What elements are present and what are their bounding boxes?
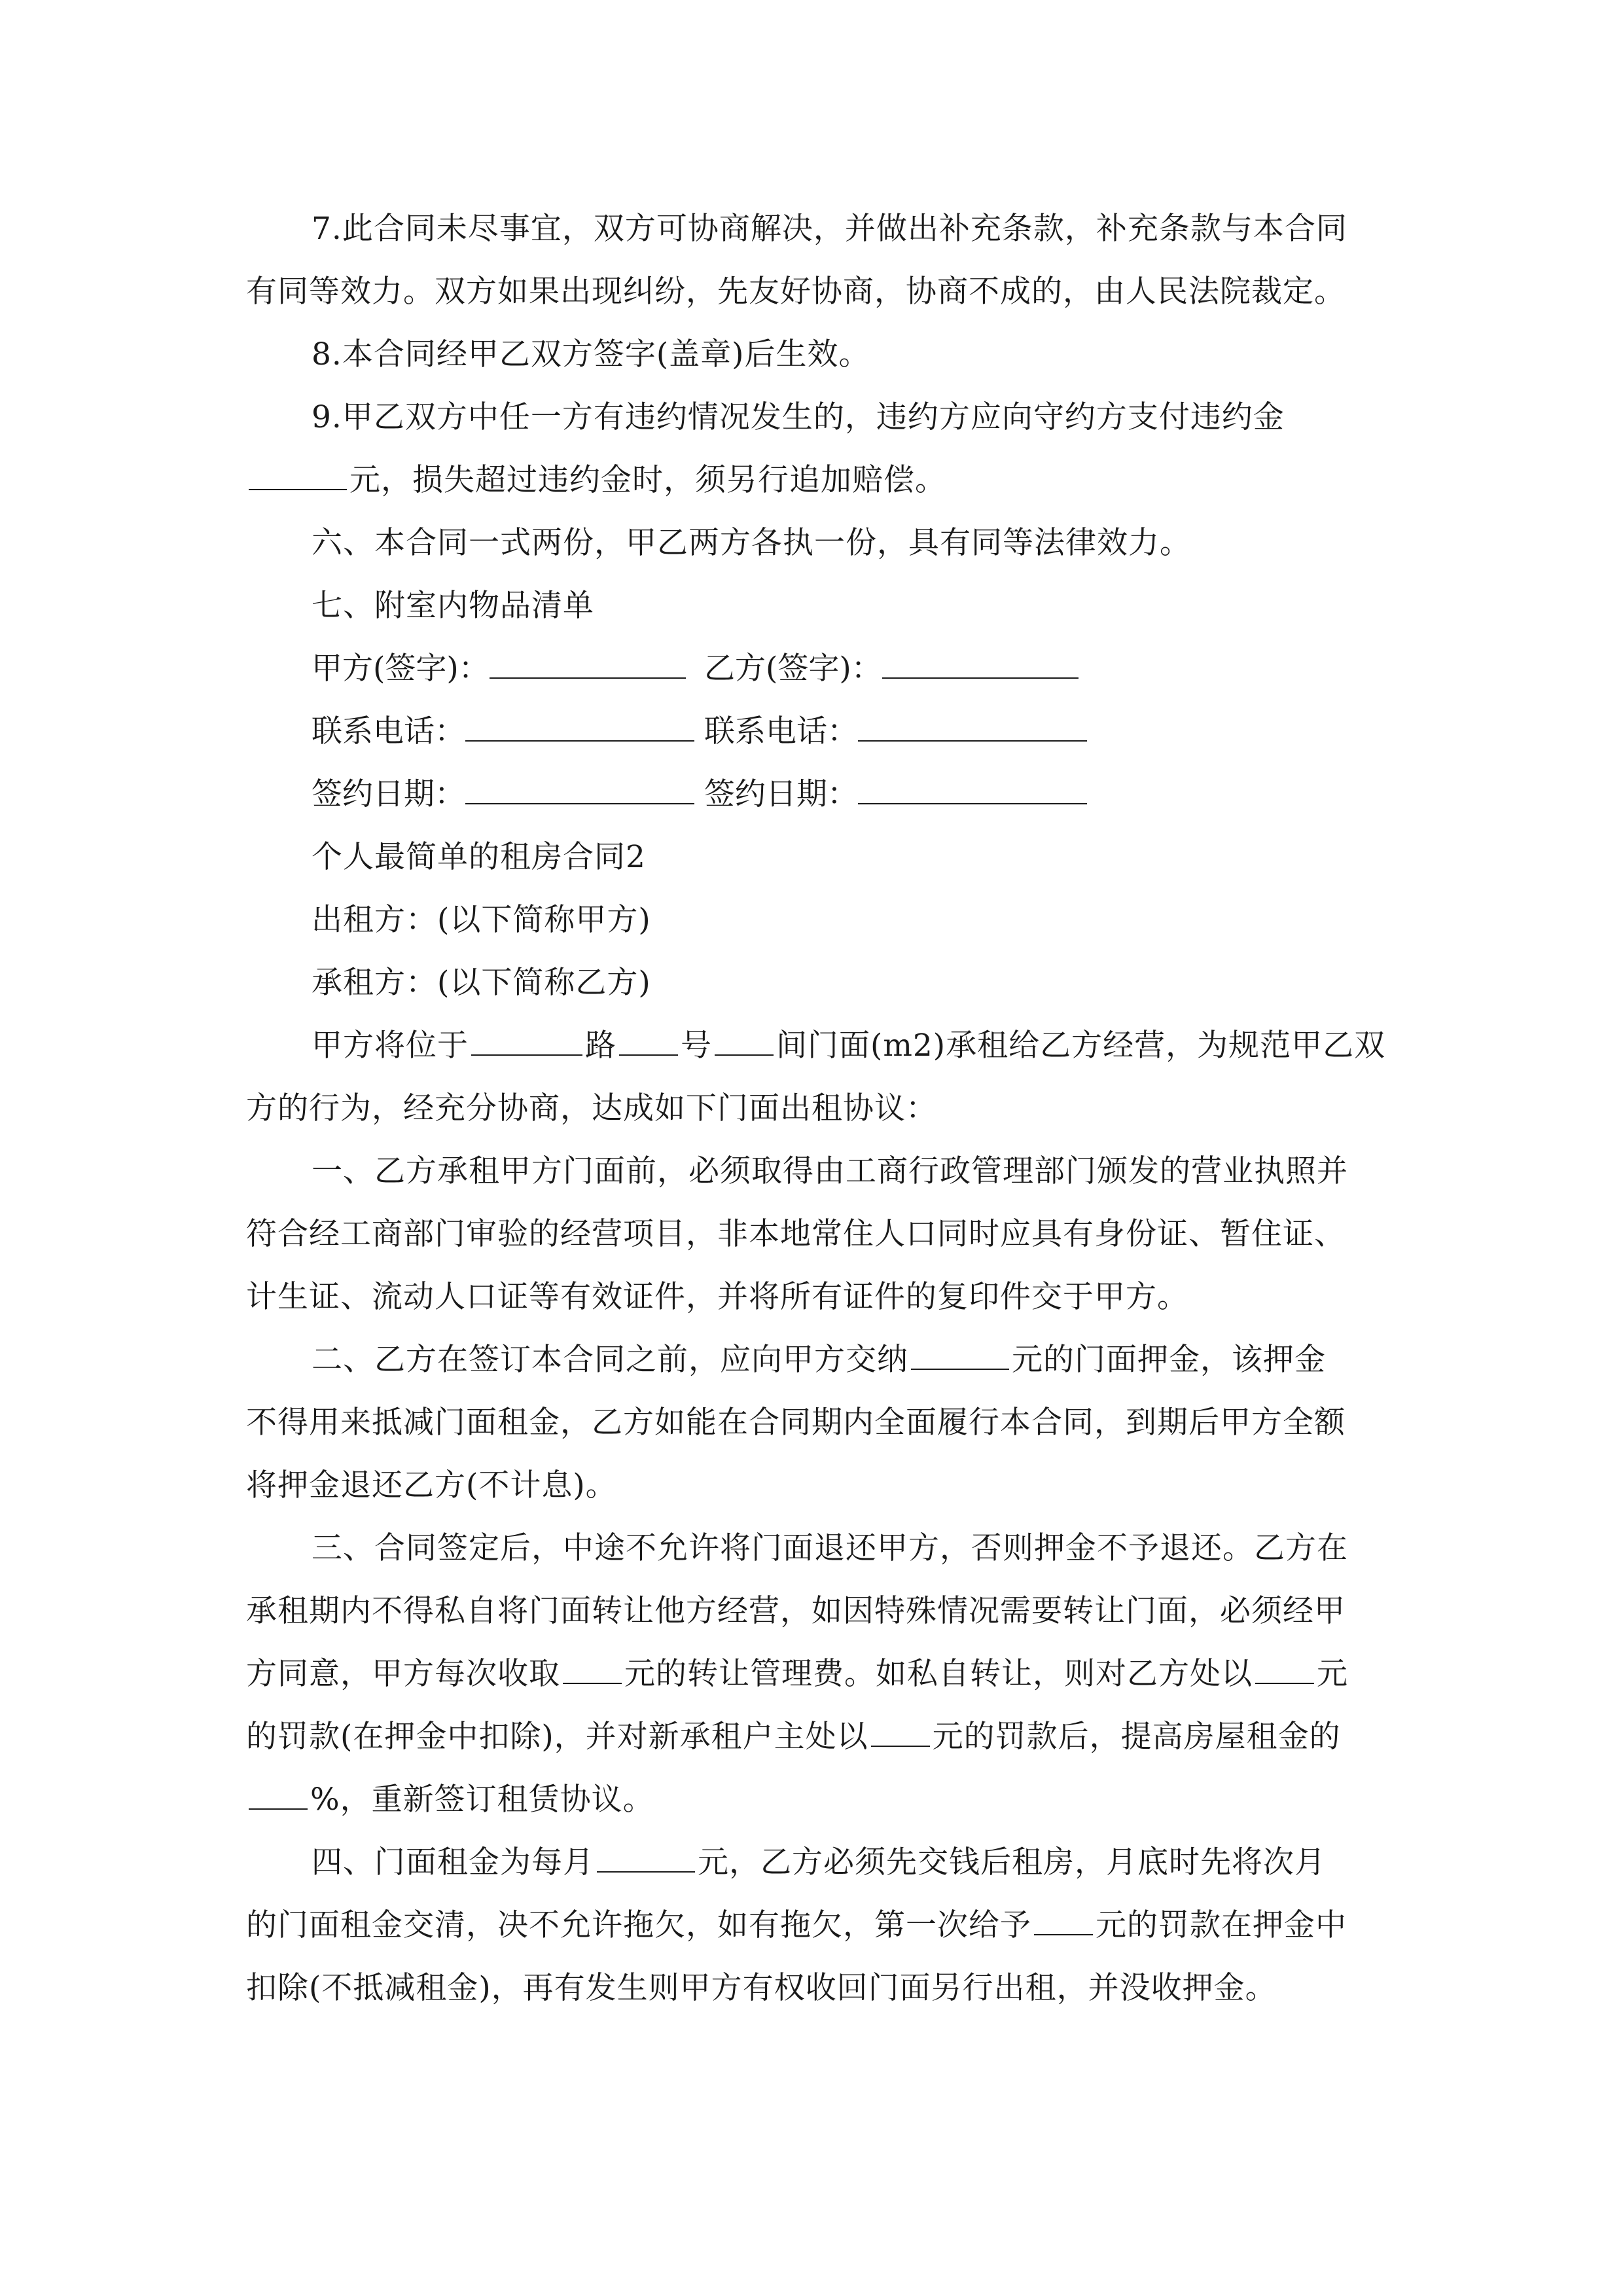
unit-blank xyxy=(715,1026,774,1056)
section-6: 六、本合同一式两份，甲乙两方各执一份，具有同等法律效力。 xyxy=(312,525,1191,561)
road-blank xyxy=(471,1026,582,1056)
intro-line-1 xyxy=(312,1025,1463,1067)
section-1-line-1: 一、乙方承租甲方门面前，必须取得由工商行政管理部门颁发的营业执照并 xyxy=(312,1153,1348,1189)
party-a-phone xyxy=(312,711,694,753)
party-b-date-line xyxy=(858,774,1087,804)
party-b-phone xyxy=(704,711,1087,753)
section-3-line-3 xyxy=(246,1653,1398,1695)
section-4-line-1 xyxy=(312,1842,1463,1884)
intro-text-2: 路 xyxy=(585,1028,616,1064)
party-a-date-label: 签约日期： xyxy=(312,776,465,812)
section-2-text-2: 元的门面押金，该押金 xyxy=(1012,1342,1326,1378)
party-a-phone-label: 联系电话： xyxy=(312,713,465,749)
clause-9-text: 元，损失超过违约金时，须另行追加赔偿。 xyxy=(349,462,946,498)
clause-7-line-2: 有同等效力。双方如果出现纠纷，先友好协商，协商不成的，由人民法院裁定。 xyxy=(246,274,1346,310)
section-3-text-6: %，重新签订租赁协议。 xyxy=(310,1782,654,1818)
party-a-phone-line xyxy=(465,711,694,742)
intro-text-4: 间门面(m2)承租给乙方经营，为规范甲乙双 xyxy=(776,1028,1386,1064)
contract-2-title: 个人最简单的租房合同2 xyxy=(312,839,646,875)
section-4-text-1: 四、门面租金为每月 xyxy=(312,1844,594,1880)
party-a-sign-line xyxy=(490,649,686,679)
section-4-line-2 xyxy=(246,1905,1398,1946)
section-1-line-3: 计生证、流动人口证等有效证件，并将所有证件的复印件交于甲方。 xyxy=(246,1279,1188,1315)
intro-text-3: 号 xyxy=(681,1028,712,1064)
party-a-signature xyxy=(312,648,686,690)
section-3-text-2: 元的转让管理费。如私自转让，则对乙方处以 xyxy=(624,1656,1253,1692)
section-3-text-5: 元的罚款后，提高房屋租金的 xyxy=(932,1719,1341,1755)
party-b-phone-line xyxy=(858,711,1087,742)
section-4-text-4: 元的罚款在押金中 xyxy=(1096,1907,1347,1943)
section-3-line-1: 三、合同签定后，中途不允许将门面退还甲方，否则押金不予退还。乙方在 xyxy=(312,1530,1348,1566)
section-3-text-3: 元 xyxy=(1317,1656,1348,1692)
lessee-line: 承租方：(以下简称乙方) xyxy=(312,965,651,1001)
section-2-text-1: 二、乙方在签订本合同之前，应向甲方交纳 xyxy=(312,1342,908,1378)
section-3-line-2: 承租期内不得私自将门面转让他方经营，如因特殊情况需要转让门面，必须经甲 xyxy=(246,1593,1346,1629)
monthly-rent-blank xyxy=(597,1842,695,1873)
party-b-sign-label: 乙方(签字)： xyxy=(704,651,882,687)
clause-7-line-1: 7.此合同未尽事宜，双方可协商解决，并做出补充条款，补充条款与本合同 xyxy=(312,211,1347,247)
party-a-date-line xyxy=(465,774,694,804)
section-3-line-5 xyxy=(246,1779,1398,1821)
deposit-blank xyxy=(911,1340,1009,1370)
section-3-text-4: 的罚款(在押金中扣除)，并对新承租户主处以 xyxy=(246,1719,868,1755)
clause-9-line-2 xyxy=(246,459,1398,501)
section-4-text-3: 的门面租金交清，决不允许拖欠，如有拖欠，第一次给予 xyxy=(246,1907,1031,1943)
intro-line-2: 方的行为，经充分协商，达成如下门面出租协议： xyxy=(246,1090,937,1126)
party-b-signature xyxy=(704,648,1079,690)
section-1-line-2: 符合经工商部门审验的经营项目，非本地常住人口同时应具有身份证、暂住证、 xyxy=(246,1216,1346,1252)
section-4-text-2: 元，乙方必须先交钱后租房，月底时先将次月 xyxy=(698,1844,1326,1880)
party-b-sign-line xyxy=(882,649,1079,679)
section-4-line-3: 扣除(不抵减租金)，再有发生则甲方有权收回门面另行出租，并没收押金。 xyxy=(246,1970,1277,2006)
section-2-line-1 xyxy=(312,1339,1463,1381)
party-b-date-label: 签约日期： xyxy=(704,776,858,812)
intro-text-1: 甲方将位于 xyxy=(312,1028,469,1064)
section-2-line-2: 不得用来抵减门面租金，乙方如能在合同期内全面履行本合同，到期后甲方全额 xyxy=(246,1405,1346,1441)
late-fine-blank xyxy=(1034,1905,1093,1935)
transfer-fee-blank xyxy=(563,1654,622,1684)
party-b-phone-label: 联系电话： xyxy=(704,713,858,749)
section-3-line-4 xyxy=(246,1716,1398,1758)
clause-8: 8.本合同经甲乙双方签字(盖章)后生效。 xyxy=(312,336,870,372)
rent-increase-blank xyxy=(249,1780,308,1810)
new-tenant-fine-blank xyxy=(871,1717,930,1747)
clause-9-line-1: 9.甲乙双方中任一方有违约情况发生的，违约方应向守约方支付违约金 xyxy=(312,399,1285,435)
number-blank xyxy=(619,1026,678,1056)
party-a-sign-label: 甲方(签字)： xyxy=(312,651,490,687)
penalty-amount-blank xyxy=(249,460,347,490)
party-a-date xyxy=(312,774,694,816)
section-7: 七、附室内物品清单 xyxy=(312,588,594,624)
section-3-text-1: 方同意，甲方每次收取 xyxy=(246,1656,560,1692)
fine-blank xyxy=(1255,1654,1314,1684)
section-2-line-3: 将押金退还乙方(不计息)。 xyxy=(246,1467,617,1503)
party-b-date xyxy=(704,774,1087,816)
lessor-line: 出租方：(以下简称甲方) xyxy=(312,902,651,938)
